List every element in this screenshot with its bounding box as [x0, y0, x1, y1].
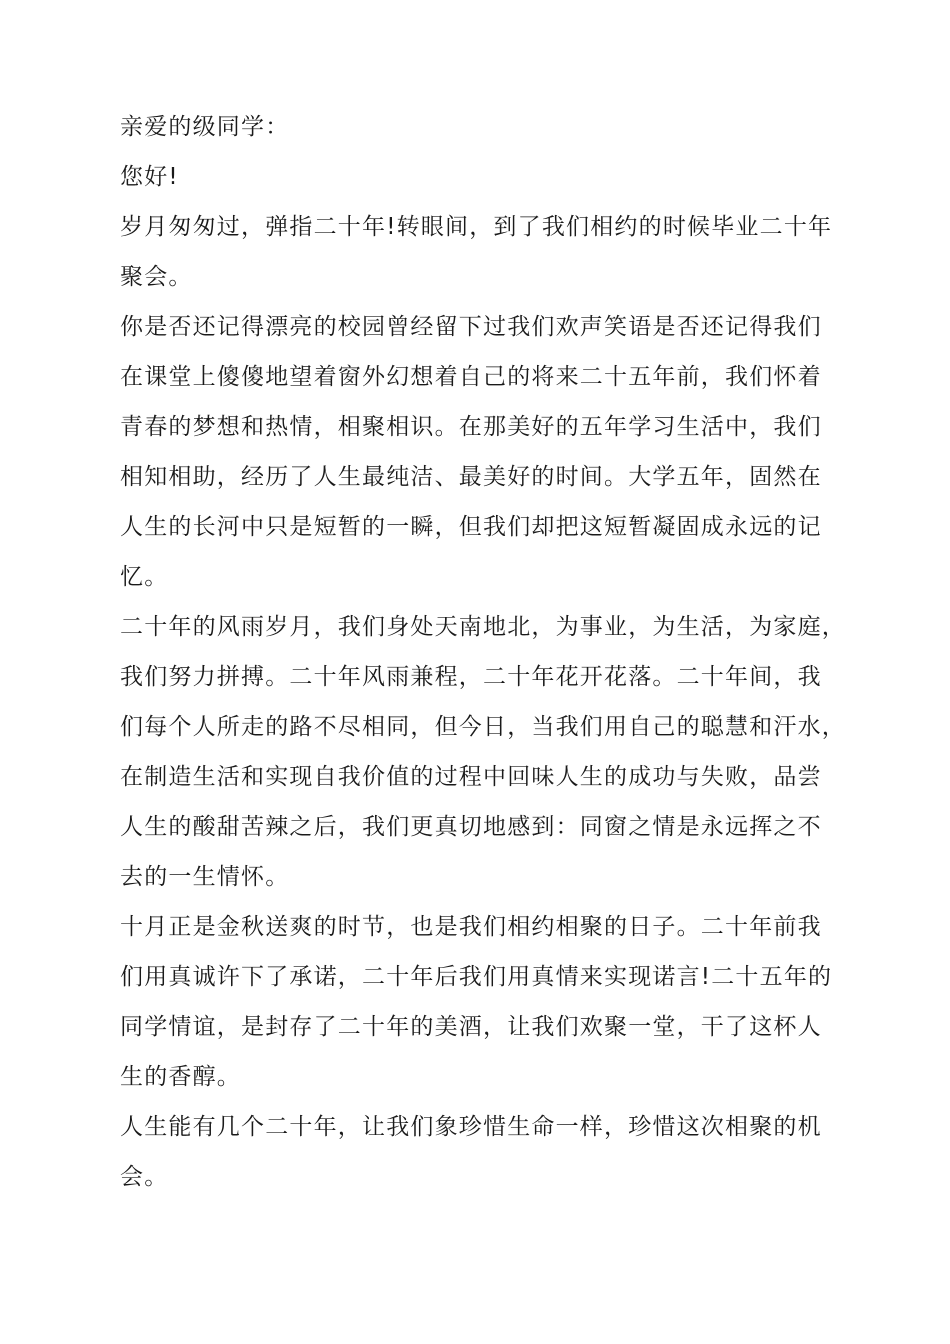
text-line: 生的香醇。 — [120, 1064, 241, 1090]
text-line: 人生的酸甜苦辣之后，我们更真切地感到：同窗之情是永远挥之不 — [120, 814, 822, 840]
greeting: 您好! — [120, 164, 179, 190]
text-line: 在课堂上傻傻地望着窗外幻想着自己的将来二十五年前，我们怀着 — [120, 364, 822, 390]
text-line: 我们努力拼搏。二十年风雨兼程，二十年花开花落。二十年间，我 — [120, 664, 822, 690]
salutation: 亲爱的级同学： — [120, 114, 290, 140]
text-line: 们每个人所走的路不尽相同，但今日，当我们用自己的聪慧和汗水， — [120, 714, 846, 740]
text-line: 人生能有几个二十年，让我们象珍惜生命一样，珍惜这次相聚的机 — [120, 1114, 822, 1140]
text-line: 青春的梦想和热情，相聚相识。在那美好的五年学习生活中，我们 — [120, 414, 822, 440]
text-line: 二十年的风雨岁月，我们身处天南地北，为事业，为生活，为家庭， — [120, 614, 846, 640]
text-line: 去的一生情怀。 — [120, 864, 290, 890]
text-line: 忆。 — [120, 564, 169, 590]
letter-body — [120, 102, 846, 1202]
text-line: 十月正是金秋送爽的时节，也是我们相约相聚的日子。二十年前我 — [120, 914, 822, 940]
text-line: 聚会。 — [120, 264, 193, 290]
text-line: 人生的长河中只是短暂的一瞬，但我们却把这短暂凝固成永远的记 — [120, 514, 822, 540]
text-line: 会。 — [120, 1164, 169, 1190]
text-line: 们用真诚许下了承诺，二十年后我们用真情来实现诺言!二十五年的 — [120, 964, 833, 990]
text-line: 你是否还记得漂亮的校园曾经留下过我们欢声笑语是否还记得我们 — [120, 314, 822, 340]
text-line: 相知相助，经历了人生最纯洁、最美好的时间。大学五年，固然在 — [120, 464, 822, 490]
text-line: 在制造生活和实现自我价值的过程中回味人生的成功与失败，品尝 — [120, 764, 822, 790]
text-line: 同学情谊，是封存了二十年的美酒，让我们欢聚一堂，干了这杯人 — [120, 1014, 822, 1040]
text-line: 岁月匆匆过，弹指二十年!转眼间，到了我们相约的时候毕业二十年 — [120, 214, 833, 240]
